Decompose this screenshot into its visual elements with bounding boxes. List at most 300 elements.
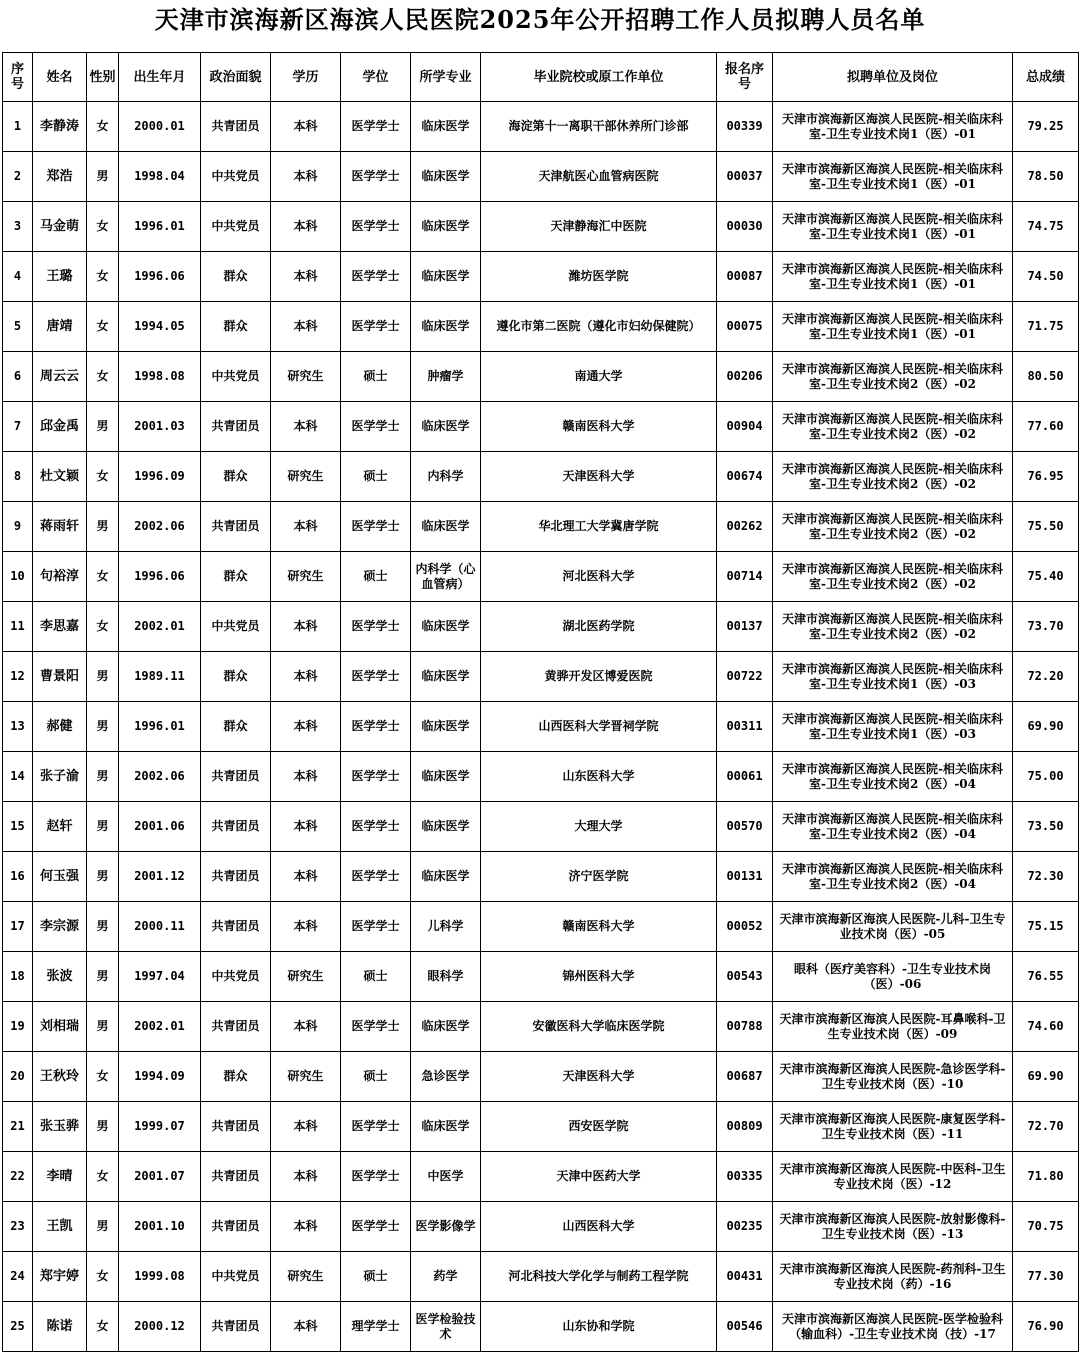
cell-total-score: 75.50 — [1013, 502, 1079, 552]
cell-person-name: 唐靖 — [33, 302, 87, 352]
cell-hiring-post: 眼科（医疗美容科）-卫生专业技术岗（医）-06 — [773, 952, 1013, 1002]
cell-hiring-post: 天津市滨海新区海滨人民医院-中医科-卫生专业技术岗（医）-12 — [773, 1152, 1013, 1202]
cell-gender: 女 — [87, 1252, 119, 1302]
cell-degree: 医学学士 — [341, 752, 411, 802]
cell-birth-date: 1996.01 — [119, 702, 201, 752]
cell-person-name: 李思嘉 — [33, 602, 87, 652]
cell-school: 河北医科大学 — [481, 552, 717, 602]
cell-row-number: 15 — [3, 802, 33, 852]
cell-school: 西安医学院 — [481, 1102, 717, 1152]
cell-school: 锦州医科大学 — [481, 952, 717, 1002]
cell-hiring-post: 天津市滨海新区海滨人民医院-相关临床科室-卫生专业技术岗2（医）-04 — [773, 802, 1013, 852]
cell-gender: 男 — [87, 402, 119, 452]
cell-person-name: 李宗源 — [33, 902, 87, 952]
cell-degree: 理学学士 — [341, 1302, 411, 1352]
cell-degree: 医学学士 — [341, 902, 411, 952]
cell-row-number: 1 — [3, 102, 33, 152]
cell-gender: 男 — [87, 152, 119, 202]
cell-person-name: 邱金禹 — [33, 402, 87, 452]
table-row — [3, 1052, 1079, 1102]
cell-person-name: 郝健 — [33, 702, 87, 752]
cell-row-number: 3 — [3, 202, 33, 252]
cell-row-number: 13 — [3, 702, 33, 752]
cell-political-status: 中共党员 — [201, 152, 271, 202]
cell-political-status: 共青团员 — [201, 1202, 271, 1252]
cell-hiring-post: 天津市滨海新区海滨人民医院-相关临床科室-卫生专业技术岗1（医）-01 — [773, 302, 1013, 352]
cell-major: 中医学 — [411, 1152, 481, 1202]
cell-row-number: 16 — [3, 852, 33, 902]
cell-registration-number: 00061 — [717, 752, 773, 802]
cell-major: 临床医学 — [411, 852, 481, 902]
cell-major: 儿科学 — [411, 902, 481, 952]
cell-birth-date: 2001.10 — [119, 1202, 201, 1252]
cell-registration-number: 00687 — [717, 1052, 773, 1102]
cell-person-name: 蒋雨轩 — [33, 502, 87, 552]
cell-degree: 医学学士 — [341, 802, 411, 852]
cell-education: 本科 — [271, 1002, 341, 1052]
cell-birth-date: 2002.01 — [119, 1002, 201, 1052]
cell-education: 本科 — [271, 852, 341, 902]
cell-major: 临床医学 — [411, 652, 481, 702]
cell-education: 本科 — [271, 152, 341, 202]
cell-birth-date: 2000.11 — [119, 902, 201, 952]
cell-birth-date: 1996.09 — [119, 452, 201, 502]
cell-gender: 男 — [87, 652, 119, 702]
cell-school: 山西医科大学 — [481, 1202, 717, 1252]
cell-political-status: 中共党员 — [201, 602, 271, 652]
column-header-post: 拟聘单位及岗位 — [773, 53, 1013, 102]
cell-degree: 硕士 — [341, 452, 411, 502]
cell-hiring-post: 天津市滨海新区海滨人民医院-医学检验科（输血科）-卫生专业技术岗（技）-17 — [773, 1302, 1013, 1352]
cell-total-score: 74.75 — [1013, 202, 1079, 252]
cell-gender: 男 — [87, 902, 119, 952]
cell-political-status: 群众 — [201, 702, 271, 752]
cell-school: 天津医科大学 — [481, 1052, 717, 1102]
results-table — [2, 52, 1079, 1352]
column-header-reg: 报名序号 — [717, 53, 773, 102]
cell-hiring-post: 天津市滨海新区海滨人民医院-放射影像科-卫生专业技术岗（医）-13 — [773, 1202, 1013, 1252]
cell-row-number: 5 — [3, 302, 33, 352]
table-row — [3, 1302, 1079, 1352]
cell-total-score: 75.15 — [1013, 902, 1079, 952]
cell-school: 河北科技大学化学与制药工程学院 — [481, 1252, 717, 1302]
cell-gender: 女 — [87, 1302, 119, 1352]
cell-person-name: 句裕淳 — [33, 552, 87, 602]
cell-person-name: 赵轩 — [33, 802, 87, 852]
cell-major: 临床医学 — [411, 252, 481, 302]
cell-registration-number: 00809 — [717, 1102, 773, 1152]
cell-education: 本科 — [271, 102, 341, 152]
table-row — [3, 452, 1079, 502]
cell-person-name: 李晴 — [33, 1152, 87, 1202]
cell-person-name: 郑宇婷 — [33, 1252, 87, 1302]
cell-major: 临床医学 — [411, 402, 481, 452]
cell-degree: 医学学士 — [341, 1152, 411, 1202]
cell-person-name: 张子渝 — [33, 752, 87, 802]
cell-school: 山西医科大学晋祠学院 — [481, 702, 717, 752]
cell-school: 天津静海汇中医院 — [481, 202, 717, 252]
table-row — [3, 652, 1079, 702]
table-row — [3, 952, 1079, 1002]
cell-school: 潍坊医学院 — [481, 252, 717, 302]
cell-school: 天津医科大学 — [481, 452, 717, 502]
cell-total-score: 77.60 — [1013, 402, 1079, 452]
cell-registration-number: 00543 — [717, 952, 773, 1002]
cell-political-status: 群众 — [201, 252, 271, 302]
cell-birth-date: 1996.06 — [119, 552, 201, 602]
cell-birth-date: 2001.06 — [119, 802, 201, 852]
cell-total-score: 80.50 — [1013, 352, 1079, 402]
cell-gender: 男 — [87, 802, 119, 852]
cell-political-status: 共青团员 — [201, 1002, 271, 1052]
cell-total-score: 76.55 — [1013, 952, 1079, 1002]
cell-school: 济宁医学院 — [481, 852, 717, 902]
table-row — [3, 352, 1079, 402]
cell-person-name: 李静涛 — [33, 102, 87, 152]
cell-political-status: 共青团员 — [201, 852, 271, 902]
cell-education: 本科 — [271, 902, 341, 952]
cell-degree: 医学学士 — [341, 152, 411, 202]
cell-gender: 男 — [87, 702, 119, 752]
table-row — [3, 152, 1079, 202]
cell-hiring-post: 天津市滨海新区海滨人民医院-相关临床科室-卫生专业技术岗2（医）-04 — [773, 752, 1013, 802]
cell-gender: 女 — [87, 1152, 119, 1202]
cell-birth-date: 2001.03 — [119, 402, 201, 452]
cell-major: 临床医学 — [411, 302, 481, 352]
cell-political-status: 群众 — [201, 452, 271, 502]
cell-school: 黄骅开发区博爱医院 — [481, 652, 717, 702]
cell-degree: 医学学士 — [341, 852, 411, 902]
cell-degree: 硕士 — [341, 352, 411, 402]
cell-degree: 硕士 — [341, 552, 411, 602]
cell-political-status: 共青团员 — [201, 102, 271, 152]
cell-hiring-post: 天津市滨海新区海滨人民医院-康复医学科-卫生专业技术岗（医）-11 — [773, 1102, 1013, 1152]
cell-hiring-post: 天津市滨海新区海滨人民医院-相关临床科室-卫生专业技术岗2（医）-02 — [773, 602, 1013, 652]
cell-major: 临床医学 — [411, 602, 481, 652]
cell-person-name: 郑浩 — [33, 152, 87, 202]
table-header-row — [3, 53, 1079, 102]
cell-row-number: 22 — [3, 1152, 33, 1202]
cell-political-status: 共青团员 — [201, 1102, 271, 1152]
column-header-major: 所学专业 — [411, 53, 481, 102]
cell-total-score: 70.75 — [1013, 1202, 1079, 1252]
column-header-politics: 政治面貌 — [201, 53, 271, 102]
cell-registration-number: 00722 — [717, 652, 773, 702]
cell-birth-date: 2002.06 — [119, 752, 201, 802]
cell-school: 湖北医药学院 — [481, 602, 717, 652]
column-header-edu: 学历 — [271, 53, 341, 102]
cell-political-status: 中共党员 — [201, 952, 271, 1002]
cell-education: 本科 — [271, 252, 341, 302]
page-title: 天津市滨海新区海滨人民医院2025年公开招聘工作人员拟聘人员名单 — [154, 5, 926, 34]
cell-hiring-post: 天津市滨海新区海滨人民医院-相关临床科室-卫生专业技术岗2（医）-02 — [773, 502, 1013, 552]
cell-degree: 医学学士 — [341, 502, 411, 552]
cell-major: 临床医学 — [411, 202, 481, 252]
cell-gender: 男 — [87, 852, 119, 902]
cell-total-score: 69.90 — [1013, 1052, 1079, 1102]
table-row — [3, 402, 1079, 452]
cell-gender: 女 — [87, 202, 119, 252]
cell-education: 研究生 — [271, 352, 341, 402]
cell-gender: 女 — [87, 602, 119, 652]
cell-person-name: 何玉强 — [33, 852, 87, 902]
cell-gender: 女 — [87, 352, 119, 402]
cell-birth-date: 1989.11 — [119, 652, 201, 702]
cell-school: 山东医科大学 — [481, 752, 717, 802]
cell-major: 急诊医学 — [411, 1052, 481, 1102]
cell-major: 医学影像学 — [411, 1202, 481, 1252]
table-row — [3, 1102, 1079, 1152]
cell-birth-date: 1998.04 — [119, 152, 201, 202]
cell-major: 临床医学 — [411, 702, 481, 752]
cell-total-score: 75.00 — [1013, 752, 1079, 802]
table-row — [3, 302, 1079, 352]
cell-birth-date: 2000.01 — [119, 102, 201, 152]
cell-education: 本科 — [271, 202, 341, 252]
cell-degree: 医学学士 — [341, 202, 411, 252]
cell-row-number: 7 — [3, 402, 33, 452]
table-row — [3, 802, 1079, 852]
table-row — [3, 102, 1079, 152]
cell-hiring-post: 天津市滨海新区海滨人民医院-相关临床科室-卫生专业技术岗2（医）-02 — [773, 452, 1013, 502]
cell-degree: 医学学士 — [341, 402, 411, 452]
cell-birth-date: 1994.05 — [119, 302, 201, 352]
cell-registration-number: 00052 — [717, 902, 773, 952]
cell-political-status: 群众 — [201, 302, 271, 352]
cell-row-number: 2 — [3, 152, 33, 202]
column-header-no: 序号 — [3, 53, 33, 102]
column-header-name: 姓名 — [33, 53, 87, 102]
table-row — [3, 702, 1079, 752]
cell-registration-number: 00714 — [717, 552, 773, 602]
cell-degree: 医学学士 — [341, 602, 411, 652]
cell-degree: 硕士 — [341, 1052, 411, 1102]
table-row — [3, 202, 1079, 252]
cell-hiring-post: 天津市滨海新区海滨人民医院-儿科-卫生专业技术岗（医）-05 — [773, 902, 1013, 952]
cell-hiring-post: 天津市滨海新区海滨人民医院-相关临床科室-卫生专业技术岗2（医）-02 — [773, 402, 1013, 452]
cell-row-number: 20 — [3, 1052, 33, 1102]
cell-degree: 医学学士 — [341, 652, 411, 702]
cell-row-number: 21 — [3, 1102, 33, 1152]
cell-political-status: 共青团员 — [201, 802, 271, 852]
cell-political-status: 中共党员 — [201, 352, 271, 402]
cell-registration-number: 00131 — [717, 852, 773, 902]
cell-person-name: 陈诺 — [33, 1302, 87, 1352]
cell-birth-date: 1996.06 — [119, 252, 201, 302]
cell-gender: 男 — [87, 952, 119, 1002]
cell-gender: 男 — [87, 502, 119, 552]
cell-major: 临床医学 — [411, 802, 481, 852]
table-body — [3, 102, 1079, 1352]
cell-person-name: 刘相瑞 — [33, 1002, 87, 1052]
cell-hiring-post: 天津市滨海新区海滨人民医院-相关临床科室-卫生专业技术岗1（医）-03 — [773, 702, 1013, 752]
cell-school: 海淀第十一离职干部休养所门诊部 — [481, 102, 717, 152]
cell-person-name: 杜文颖 — [33, 452, 87, 502]
cell-gender: 男 — [87, 1102, 119, 1152]
cell-education: 本科 — [271, 1102, 341, 1152]
cell-total-score: 71.75 — [1013, 302, 1079, 352]
cell-hiring-post: 天津市滨海新区海滨人民医院-急诊医学科-卫生专业技术岗（医）-10 — [773, 1052, 1013, 1102]
cell-row-number: 9 — [3, 502, 33, 552]
cell-registration-number: 00262 — [717, 502, 773, 552]
cell-school: 赣南医科大学 — [481, 902, 717, 952]
cell-education: 本科 — [271, 702, 341, 752]
cell-row-number: 4 — [3, 252, 33, 302]
cell-person-name: 马金萌 — [33, 202, 87, 252]
cell-school: 天津航医心血管病医院 — [481, 152, 717, 202]
cell-total-score: 74.50 — [1013, 252, 1079, 302]
cell-education: 本科 — [271, 802, 341, 852]
cell-total-score: 69.90 — [1013, 702, 1079, 752]
cell-row-number: 23 — [3, 1202, 33, 1252]
cell-major: 临床医学 — [411, 502, 481, 552]
cell-education: 本科 — [271, 1152, 341, 1202]
cell-school: 大理大学 — [481, 802, 717, 852]
cell-education: 本科 — [271, 502, 341, 552]
cell-education: 研究生 — [271, 552, 341, 602]
cell-registration-number: 00674 — [717, 452, 773, 502]
cell-row-number: 19 — [3, 1002, 33, 1052]
cell-hiring-post: 天津市滨海新区海滨人民医院-相关临床科室-卫生专业技术岗1（医）-03 — [773, 652, 1013, 702]
cell-registration-number: 00037 — [717, 152, 773, 202]
cell-major: 药学 — [411, 1252, 481, 1302]
cell-major: 临床医学 — [411, 152, 481, 202]
cell-birth-date: 2001.07 — [119, 1152, 201, 1202]
cell-degree: 医学学士 — [341, 252, 411, 302]
cell-school: 山东协和学院 — [481, 1302, 717, 1352]
cell-major: 内科学 — [411, 452, 481, 502]
cell-education: 本科 — [271, 602, 341, 652]
table-row — [3, 552, 1079, 602]
cell-major: 肿瘤学 — [411, 352, 481, 402]
cell-gender: 女 — [87, 1052, 119, 1102]
cell-degree: 医学学士 — [341, 1002, 411, 1052]
cell-major: 内科学（心血管病） — [411, 552, 481, 602]
table-row — [3, 1252, 1079, 1302]
cell-person-name: 王凯 — [33, 1202, 87, 1252]
cell-degree: 硕士 — [341, 952, 411, 1002]
cell-total-score: 76.95 — [1013, 452, 1079, 502]
cell-school: 天津中医药大学 — [481, 1152, 717, 1202]
cell-total-score: 75.40 — [1013, 552, 1079, 602]
cell-total-score: 72.30 — [1013, 852, 1079, 902]
table-row — [3, 1202, 1079, 1252]
cell-registration-number: 00030 — [717, 202, 773, 252]
table-row — [3, 602, 1079, 652]
cell-major: 眼科学 — [411, 952, 481, 1002]
cell-education: 本科 — [271, 1202, 341, 1252]
cell-education: 研究生 — [271, 452, 341, 502]
cell-gender: 女 — [87, 252, 119, 302]
cell-gender: 女 — [87, 102, 119, 152]
cell-total-score: 78.50 — [1013, 152, 1079, 202]
cell-education: 本科 — [271, 302, 341, 352]
cell-row-number: 17 — [3, 902, 33, 952]
cell-registration-number: 00431 — [717, 1252, 773, 1302]
cell-degree: 硕士 — [341, 1252, 411, 1302]
cell-registration-number: 00904 — [717, 402, 773, 452]
cell-total-score: 79.25 — [1013, 102, 1079, 152]
cell-political-status: 群众 — [201, 552, 271, 602]
cell-education: 本科 — [271, 402, 341, 452]
cell-row-number: 10 — [3, 552, 33, 602]
cell-registration-number: 00788 — [717, 1002, 773, 1052]
cell-birth-date: 2000.12 — [119, 1302, 201, 1352]
cell-birth-date: 1994.09 — [119, 1052, 201, 1102]
cell-major: 临床医学 — [411, 1102, 481, 1152]
cell-degree: 医学学士 — [341, 302, 411, 352]
cell-row-number: 25 — [3, 1302, 33, 1352]
cell-major: 临床医学 — [411, 752, 481, 802]
cell-row-number: 11 — [3, 602, 33, 652]
cell-registration-number: 00087 — [717, 252, 773, 302]
column-header-birth: 出生年月 — [119, 53, 201, 102]
cell-row-number: 18 — [3, 952, 33, 1002]
cell-gender: 男 — [87, 752, 119, 802]
cell-total-score: 73.70 — [1013, 602, 1079, 652]
cell-registration-number: 00075 — [717, 302, 773, 352]
cell-political-status: 共青团员 — [201, 502, 271, 552]
cell-education: 研究生 — [271, 1252, 341, 1302]
cell-education: 本科 — [271, 1302, 341, 1352]
cell-political-status: 共青团员 — [201, 902, 271, 952]
cell-degree: 医学学士 — [341, 702, 411, 752]
column-header-gender: 性别 — [87, 53, 119, 102]
cell-person-name: 张玉骅 — [33, 1102, 87, 1152]
column-header-degree: 学位 — [341, 53, 411, 102]
table-row — [3, 852, 1079, 902]
cell-total-score: 72.70 — [1013, 1102, 1079, 1152]
cell-total-score: 73.50 — [1013, 802, 1079, 852]
table-row — [3, 752, 1079, 802]
cell-registration-number: 00339 — [717, 102, 773, 152]
cell-registration-number: 00311 — [717, 702, 773, 752]
cell-political-status: 共青团员 — [201, 1152, 271, 1202]
cell-registration-number: 00206 — [717, 352, 773, 402]
cell-total-score: 76.90 — [1013, 1302, 1079, 1352]
cell-school: 南通大学 — [481, 352, 717, 402]
cell-gender: 女 — [87, 302, 119, 352]
cell-row-number: 14 — [3, 752, 33, 802]
cell-birth-date: 2001.12 — [119, 852, 201, 902]
column-header-school: 毕业院校或原工作单位 — [481, 53, 717, 102]
cell-row-number: 12 — [3, 652, 33, 702]
table-row — [3, 1002, 1079, 1052]
cell-registration-number: 00335 — [717, 1152, 773, 1202]
cell-degree: 医学学士 — [341, 1102, 411, 1152]
cell-major: 临床医学 — [411, 102, 481, 152]
cell-political-status: 群众 — [201, 1052, 271, 1102]
cell-gender: 男 — [87, 1202, 119, 1252]
cell-hiring-post: 天津市滨海新区海滨人民医院-相关临床科室-卫生专业技术岗2（医）-04 — [773, 852, 1013, 902]
cell-person-name: 周云云 — [33, 352, 87, 402]
cell-birth-date: 1998.08 — [119, 352, 201, 402]
cell-major: 临床医学 — [411, 1002, 481, 1052]
cell-hiring-post: 天津市滨海新区海滨人民医院-相关临床科室-卫生专业技术岗2（医）-02 — [773, 352, 1013, 402]
cell-degree: 医学学士 — [341, 102, 411, 152]
cell-hiring-post: 天津市滨海新区海滨人民医院-相关临床科室-卫生专业技术岗1（医）-01 — [773, 252, 1013, 302]
cell-political-status: 中共党员 — [201, 202, 271, 252]
cell-person-name: 曹景阳 — [33, 652, 87, 702]
cell-registration-number: 00235 — [717, 1202, 773, 1252]
cell-political-status: 共青团员 — [201, 752, 271, 802]
cell-person-name: 张波 — [33, 952, 87, 1002]
cell-row-number: 24 — [3, 1252, 33, 1302]
cell-person-name: 王秋玲 — [33, 1052, 87, 1102]
cell-education: 研究生 — [271, 952, 341, 1002]
cell-gender: 女 — [87, 452, 119, 502]
cell-school: 华北理工大学冀唐学院 — [481, 502, 717, 552]
